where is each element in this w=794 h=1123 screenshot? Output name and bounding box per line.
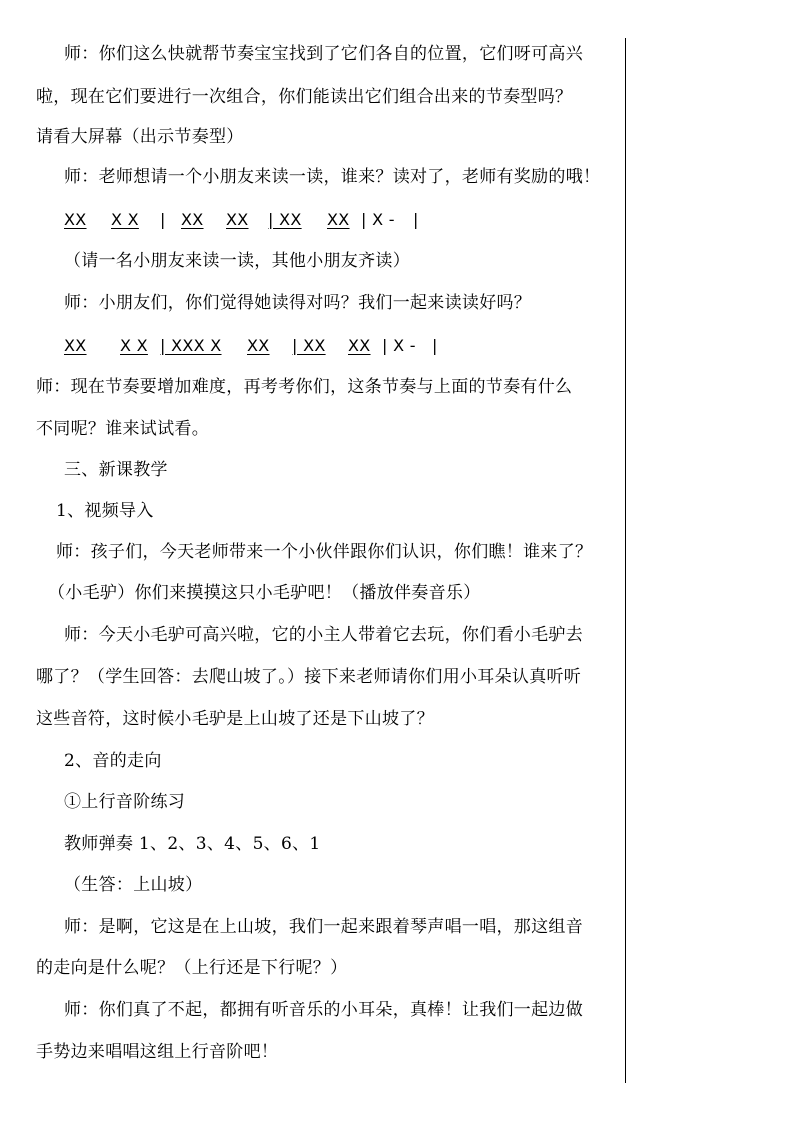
text-line: （生答：上山坡）	[64, 875, 203, 895]
text-line: （小毛驴）你们来摸摸这只小毛驴吧！（播放伴奏音乐）	[48, 583, 481, 603]
rhythm-note: | XX	[268, 210, 302, 229]
rhythm-bar: |	[413, 210, 419, 229]
text-line: 的走向是什么呢？（上行还是下行呢？）	[36, 958, 348, 978]
rhythm-note: XX	[226, 210, 249, 229]
rhythm-note: XX	[64, 336, 87, 355]
text-line: 师：孩子们，今天老师带来一个小伙伴跟你们认识，你们瞧！谁来了？	[56, 542, 593, 562]
rhythm-note: | X -	[382, 336, 416, 355]
rhythm-note: X X	[111, 210, 139, 229]
rhythm-bar: |	[432, 336, 438, 355]
text-line: 啦，现在它们要进行一次组合，你们能读出它们组合出来的节奏型吗？	[36, 87, 573, 107]
rhythm-note: XX	[247, 336, 270, 355]
rhythm-note: | XX	[292, 336, 326, 355]
rhythm-bar: |	[160, 210, 166, 229]
text-line: 这些音符，这时候小毛驴是上山坡了还是下山坡了？	[36, 709, 434, 729]
text-line: 师：现在节奏要增加难度，再考考你们，这条节奏与上面的节奏有什么	[36, 377, 573, 397]
rhythm-note: XX	[64, 210, 87, 229]
subsection-heading: ①上行音阶练习	[64, 792, 186, 812]
rhythm-note: | XXX X	[160, 336, 222, 355]
text-line: （请一名小朋友来读一读，其他小朋友齐读）	[64, 251, 410, 271]
rhythm-note: X X	[120, 336, 148, 355]
text-line: 师：你们这么快就帮节奏宝宝找到了它们各自的位置，它们呀可高兴	[64, 44, 583, 64]
rhythm-note: XX	[348, 336, 371, 355]
subsection-heading: 2、音的走向	[64, 751, 162, 771]
text-line: 请看大屏幕（出示节奏型）	[36, 127, 244, 147]
text-line: 教师弹奏 1、2、3、4、5、6、1	[64, 834, 321, 854]
rhythm-note: | X -	[361, 210, 395, 229]
text-line: 手势边来唱唱这组上行音阶吧！	[36, 1042, 279, 1062]
text-line: 师：你们真了不起，都拥有听音乐的小耳朵，真棒！让我们一起边做	[64, 1000, 583, 1020]
margin-rule	[625, 38, 626, 1083]
text-line: 哪了？（学生回答：去爬山坡了。）接下来老师请你们用小耳朵认真听听	[36, 667, 582, 687]
subsection-heading: 1、视频导入	[56, 501, 154, 521]
section-heading: 三、新课教学	[64, 460, 168, 480]
rhythm-note: XX	[181, 210, 204, 229]
text-line: 师：老师想请一个小朋友来读一读，谁来？读对了，老师有奖励的哦！	[64, 167, 601, 187]
text-line: 不同呢？谁来试试看。	[36, 419, 209, 439]
text-line: 师：小朋友们，你们觉得她读得对吗？我们一起来读读好吗？	[64, 293, 532, 313]
text-line: 师：今天小毛驴可高兴啦，它的小主人带着它去玩，你们看小毛驴去	[64, 625, 583, 645]
rhythm-note: XX	[327, 210, 350, 229]
text-line: 师：是啊，它这是在上山坡，我们一起来跟着琴声唱一唱，那这组音	[64, 917, 583, 937]
